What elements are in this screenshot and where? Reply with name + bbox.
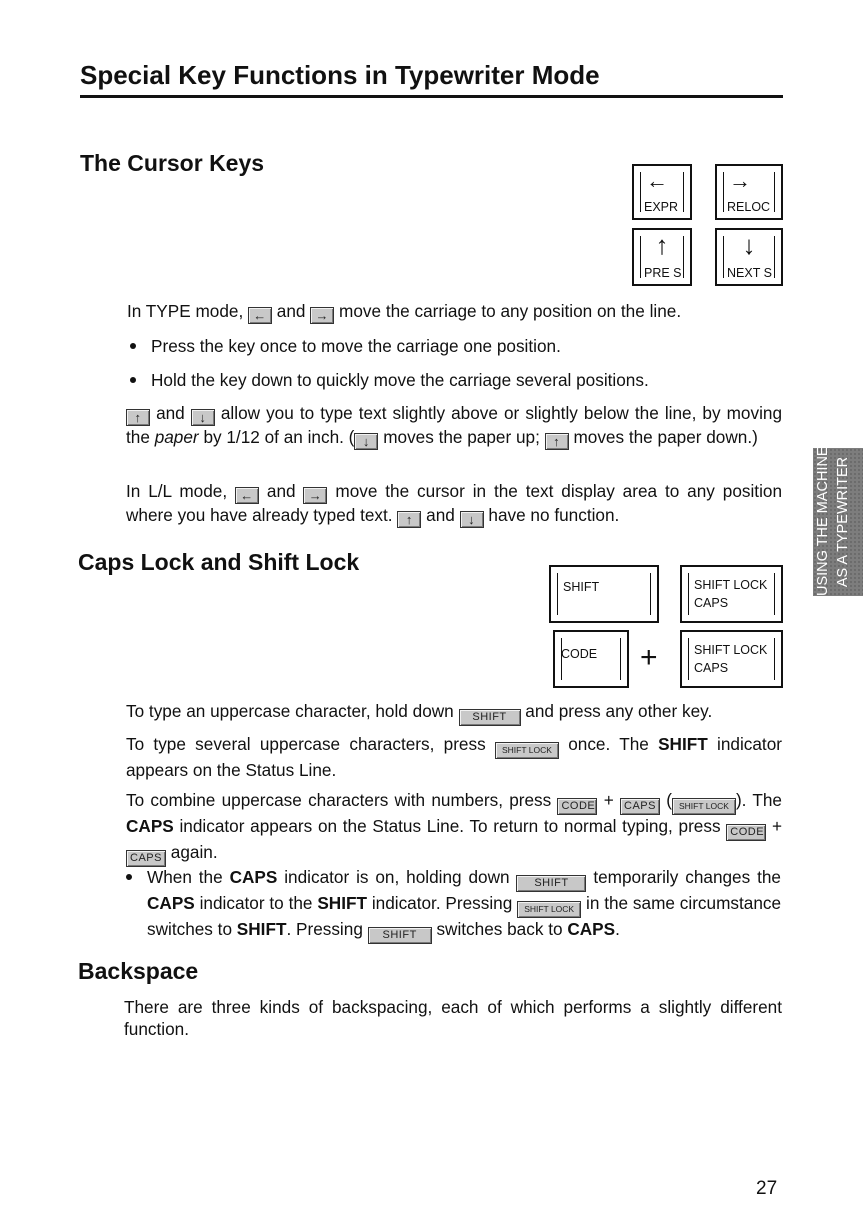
- cursor-para-2: ↑ and ↓ allow you to type text slightly above or slightly below the line, by moving the paper by 1/12 of an inch. ( ↓ moves the paper up; ↑ moves the paper down.): [126, 403, 783, 449]
- left-key-icon: ←: [235, 487, 259, 504]
- page-title: Special Key Functions in Typewriter Mode: [80, 60, 783, 98]
- right-key-icon: →: [310, 307, 334, 324]
- right-key-icon: →: [303, 487, 327, 504]
- reloc-key-diagram: [715, 164, 783, 220]
- cursor-bullet-1: Press the key once to move the carriage one position.: [151, 335, 781, 357]
- cursor-para-3: In L/L mode, ← and → move the cursor in the text display area to any position where you have already typed text. ↑ and ↓ have no function.: [126, 481, 783, 527]
- pres-key-diagram: [632, 228, 692, 286]
- key-label: SHIFT LOCK: [694, 643, 768, 657]
- up-key-icon: ↑: [126, 409, 150, 426]
- expr-key-diagram: [632, 164, 692, 220]
- shift-key-diagram: [549, 565, 659, 623]
- caps-para-1: To type an uppercase character, hold down SHIFT and press any other key.: [126, 700, 782, 726]
- shift-lock-key-diagram: [680, 565, 783, 623]
- left-key-icon: ←: [248, 307, 272, 324]
- down-key-icon: ↓: [460, 511, 484, 528]
- nexts-key-diagram: [715, 228, 783, 286]
- key-label: SHIFT LOCK: [694, 578, 768, 592]
- down-arrow-icon: ↓: [742, 230, 756, 260]
- caps-lock-heading: Caps Lock and Shift Lock: [78, 549, 360, 575]
- left-arrow-icon: ←: [646, 168, 668, 193]
- key-label: CAPS: [694, 596, 729, 610]
- shift-lock-key-icon: SHIFT LOCK: [672, 798, 736, 815]
- page-number: 27: [756, 1178, 778, 1199]
- plus-sign: +: [640, 641, 658, 674]
- code-key-icon: CODE: [726, 824, 766, 841]
- shift-key-icon: SHIFT: [368, 927, 432, 944]
- up-arrow-icon: ↑: [655, 230, 669, 260]
- shift-key-icon: SHIFT: [459, 709, 521, 726]
- backspace-para: There are three kinds of backspacing, each of which performs a slightly different function.: [124, 997, 782, 1039]
- cursor-keys-heading: The Cursor Keys: [80, 150, 265, 176]
- down-key-icon: ↓: [354, 433, 378, 450]
- right-arrow-icon: →: [729, 168, 751, 193]
- shift-lock-key-icon: SHIFT LOCK: [517, 901, 581, 918]
- side-tab-label: USING THE MACHINE AS A TYPEWRITER: [815, 446, 851, 596]
- up-key-icon: ↑: [397, 511, 421, 528]
- caps-para-2: To type several uppercase characters, press SHIFT LOCK once. The SHIFT indicator appears on the Status Line.: [126, 734, 782, 780]
- key-label: CAPS: [694, 661, 729, 675]
- code-key-diagram: [553, 630, 629, 688]
- shift-key-icon: SHIFT: [516, 875, 586, 892]
- backspace-heading: Backspace: [78, 958, 199, 984]
- caps-key-icon: CAPS: [126, 850, 166, 867]
- key-label: PRE S: [644, 266, 682, 280]
- shift-lock-key-icon: SHIFT LOCK: [495, 742, 559, 759]
- key-label: SHIFT: [563, 580, 600, 594]
- down-key-icon: ↓: [191, 409, 215, 426]
- key-label: RELOC: [727, 200, 771, 214]
- caps-key-icon: CAPS: [620, 798, 660, 815]
- code-key-icon: CODE: [557, 798, 597, 815]
- caps-para-3: To combine uppercase characters with numbers, press CODE + CAPS ( SHIFT LOCK ). The CAPS indicator appears on the Status Line. To return to normal typing, press CODE + CAPS again.: [126, 789, 782, 867]
- cursor-para-1: In TYPE mode, ← and → move the carriage to any position on the line.: [127, 301, 682, 323]
- caps-bullet: When the CAPS indicator is on, holding down SHIFT temporarily changes the CAPS indicator to the SHIFT indicator. Pressing SHIFT LOCK in the same circumstance switches to SHIFT. Pressing SHIFT switches back to CAPS.: [147, 866, 781, 944]
- up-key-icon: ↑: [545, 433, 569, 450]
- cursor-bullet-2: Hold the key down to quickly move the carriage several positions.: [151, 369, 781, 391]
- key-label: EXPR: [644, 200, 679, 214]
- key-label: NEXT S: [727, 266, 772, 280]
- key-label: CODE: [561, 647, 598, 661]
- shift-lock-key-diagram-2: [680, 630, 783, 688]
